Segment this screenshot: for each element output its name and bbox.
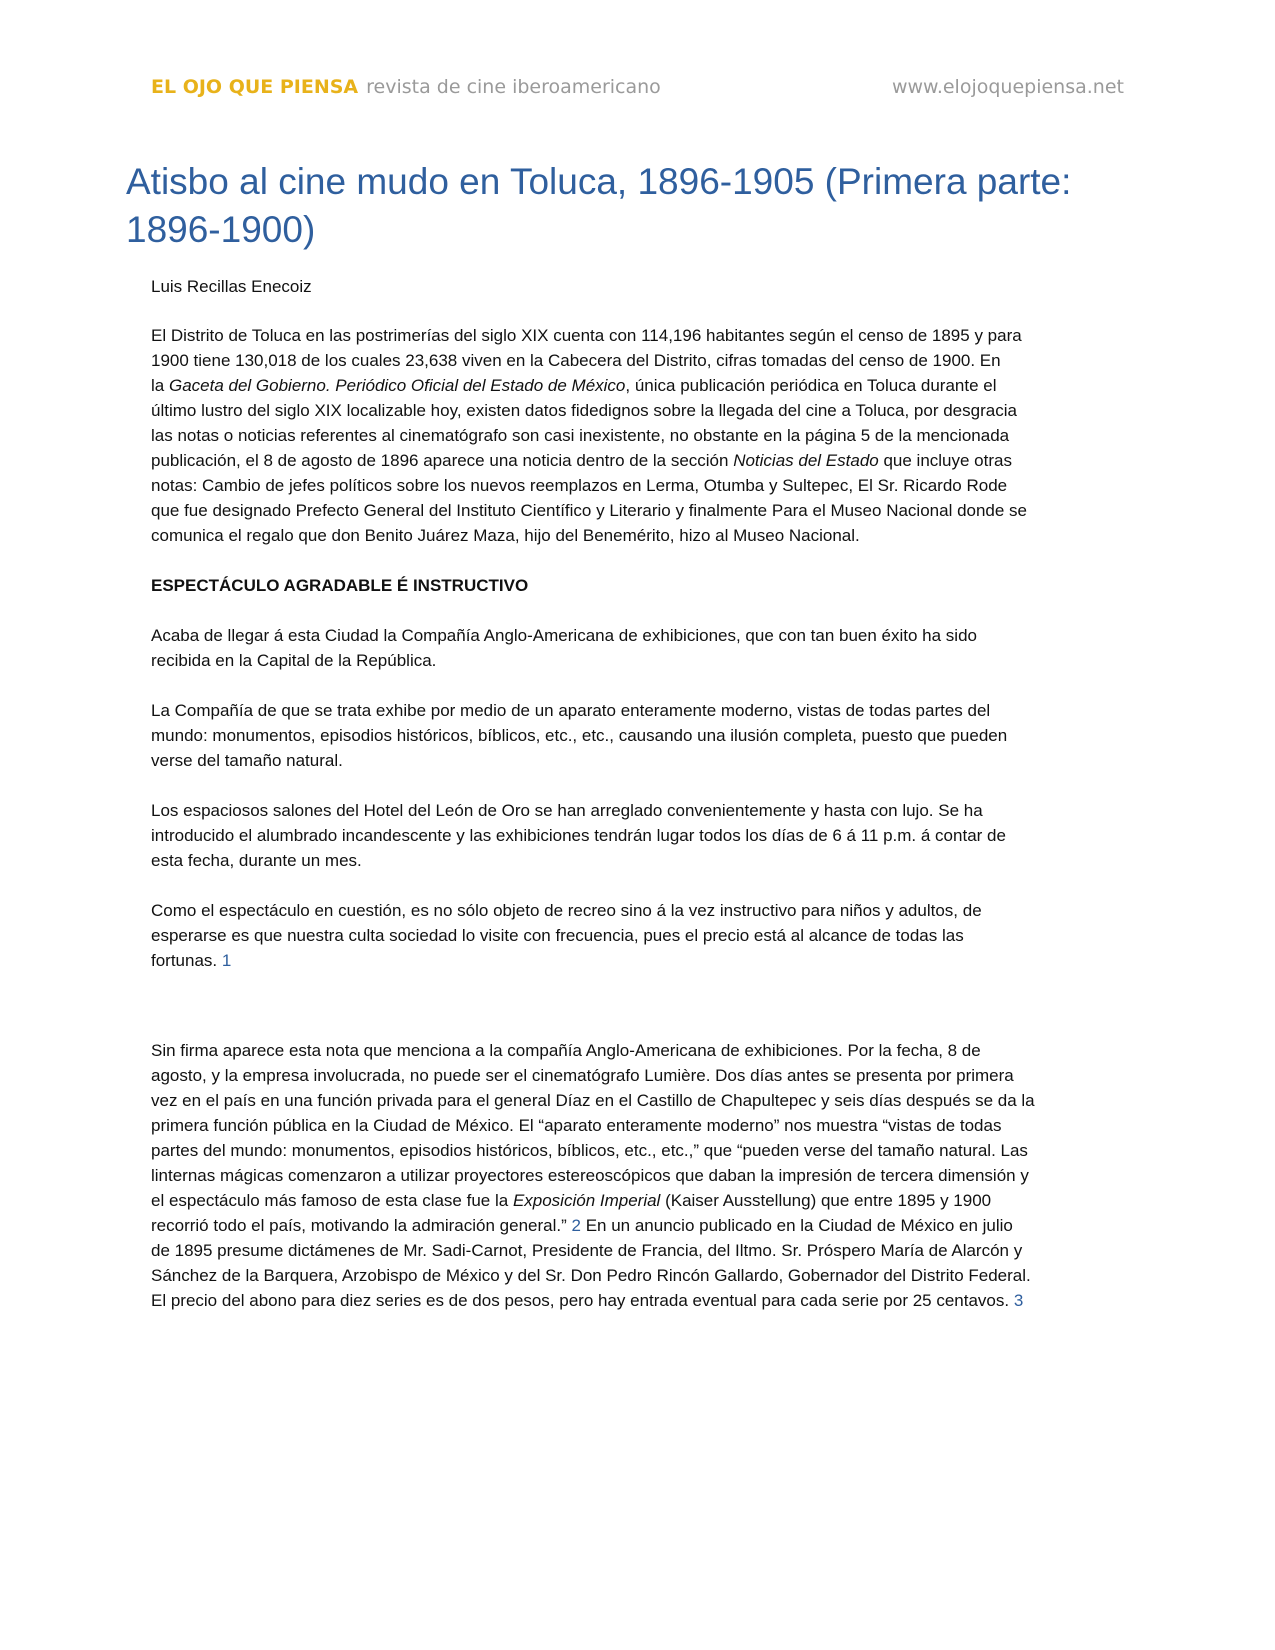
article-author: Luis Recillas Enecoiz [151,277,312,296]
article-title [126,158,1106,254]
text-line: introducido el alumbrado incandescente y las exhibiciones tendrán lugar todos los días de 6 á 11 p.m. á contar de [151,826,1006,845]
quote-paragraph [151,798,1131,873]
text-line: verse del tamaño natural. [151,751,343,770]
text-line: La Compañía de que se trata exhibe por medio de un aparato enteramente moderno, vistas de todas partes del [151,701,991,720]
text-line: Sin firma aparece esta nota que menciona a la compañía Anglo-Americana de exhibiciones. Por la fecha, 8 de [151,1041,981,1060]
section-name: Noticias del Estado [733,451,879,470]
title-line: 1896-1900) [126,209,316,250]
text-run: recorrió todo el país, motivando la admiración general.” [151,1216,567,1235]
website-url[interactable]: www.elojoquepiensa.net [891,76,1124,98]
text-line [151,948,1131,973]
text-line: mundo: monumentos, episodios históricos, bíblicos, etc., etc., causando una ilusión completa, puesto que pueden [151,726,1008,745]
text-line: recibida en la Capital de la República. [151,651,437,670]
text-run: En un anuncio publicado en la Ciudad de México en julio [580,1216,1013,1235]
text-line [151,1213,1131,1238]
text-run: fortunas. [151,951,218,970]
magazine-brand: EL OJO QUE PIENSA [151,76,359,98]
text-run: el espectáculo más famoso de esta clase fue la [151,1191,513,1210]
text-line [151,1288,1131,1313]
quote-paragraph [151,623,1131,673]
text-run: que incluye otras [878,451,1012,470]
text-run: (Kaiser Ausstellung) que entre 1895 y 1900 [660,1191,992,1210]
publication-name: Gaceta del Gobierno. Periódico Oficial del Estado de México [168,376,626,395]
footnote-link[interactable]: 3 [1013,1291,1024,1310]
text-line: esta fecha, durante un mes. [151,851,362,870]
text-line: que fue designado Prefecto General del Instituto Científico y Literario y finalmente Para el Museo Nacional donde se [151,501,1028,520]
text-line: partes del mundo: monumentos, episodios históricos, bíblicos, etc., etc.,” que “pueden verse del tamaño natural. Las [151,1141,1028,1160]
text-line: Acaba de llegar á esta Ciudad la Compañía Anglo-Americana de exhibiciones, que con tan buen éxito ha sido [151,626,977,645]
intro-paragraph [151,323,1131,548]
text-line: Los espaciosos salones del Hotel del León de Oro se han arreglado convenientemente y hasta con lujo. Se ha [151,801,983,820]
article-body [151,274,1131,1338]
text-line: comunica el regalo que don Benito Juárez Maza, hijo del Benemérito, hizo al Museo Nacional. [151,526,860,545]
text-run: El precio del abono para diez series es de dos pesos, pero hay entrada eventual para cada serie por 25 centavos. [151,1291,1010,1310]
text-line: notas: Cambio de jefes políticos sobre los nuevos reemplazos en Lerma, Otumba y Sultepec, El Sr. Ricardo Rode [151,476,1008,495]
text-line: Sánchez de la Barquera, Arzobispo de México y del Sr. Don Pedro Rincón Gallardo, Gobernador del Distrito Federal. [151,1266,1031,1285]
quote-paragraph [151,698,1131,773]
text-line: primera función pública en la Ciudad de México. El “aparato enteramente moderno” nos muestra “vistas de todas [151,1116,1002,1135]
quote-heading: ESPECTÁCULO AGRADABLE É INSTRUCTIVO [151,576,529,595]
text-line: de 1895 presume dictámenes de Mr. Sadi-Carnot, Presidente de Francia, del Iltmo. Sr. Próspero María de Alarcón y [151,1241,1023,1260]
footnote-link[interactable]: 1 [221,951,232,970]
text-line [151,448,1131,473]
title-line: Atisbo al cine mudo en Toluca, 1896-1905 (Primera parte: [126,161,1072,202]
text-run: , única publicación periódica en Toluca durante el [625,376,997,395]
magazine-tagline: revista de cine iberoamericano [366,76,661,98]
text-line [151,373,1131,398]
text-line: linternas mágicas comenzaron a utilizar proyectores estereoscópicos que daban la impresión de tercera dimensión y [151,1166,1029,1185]
text-line: 1900 tiene 130,018 de los cuales 23,638 viven en la Cabecera del Distrito, cifras tomadas del censo de 1900. En [151,351,1001,370]
text-line: esperarse es que nuestra culta sociedad lo visite con frecuencia, pues el precio está al alcance de todas las [151,926,964,945]
text-line [151,1188,1131,1213]
text-line: Como el espectáculo en cuestión, es no sólo objeto de recreo sino á la vez instructivo para niños y adultos, de [151,901,982,920]
text-run: publicación, el 8 de agosto de 1896 aparece una noticia dentro de la sección [151,451,734,470]
text-line: las notas o noticias referentes al cinematógrafo son casi inexistente, no obstante en la página 5 de la mencionada [151,426,1010,445]
text-line: vez en el país en una función privada para el general Díaz en el Castillo de Chapultepec y seis días después se da la [151,1091,1035,1110]
text-line: El Distrito de Toluca en las postrimerías del siglo XIX cuenta con 114,196 habitantes según el censo de 1895 y para [151,326,1022,345]
exhibition-name: Exposición Imperial [512,1191,661,1210]
quote-paragraph [151,898,1131,973]
page-header [151,76,1124,102]
spacer [151,998,1131,1038]
text-line: último lustro del siglo XIX localizable hoy, existen datos fidedignos sobre la llegada del cine a Toluca, por desgracia [151,401,1017,420]
text-line: agosto, y la empresa involucrada, no puede ser el cinematógrafo Lumière. Dos días antes se presenta por primera [151,1066,1014,1085]
footnote-link[interactable]: 2 [571,1216,581,1235]
commentary-paragraph [151,1038,1131,1313]
text-run: la [151,376,169,395]
